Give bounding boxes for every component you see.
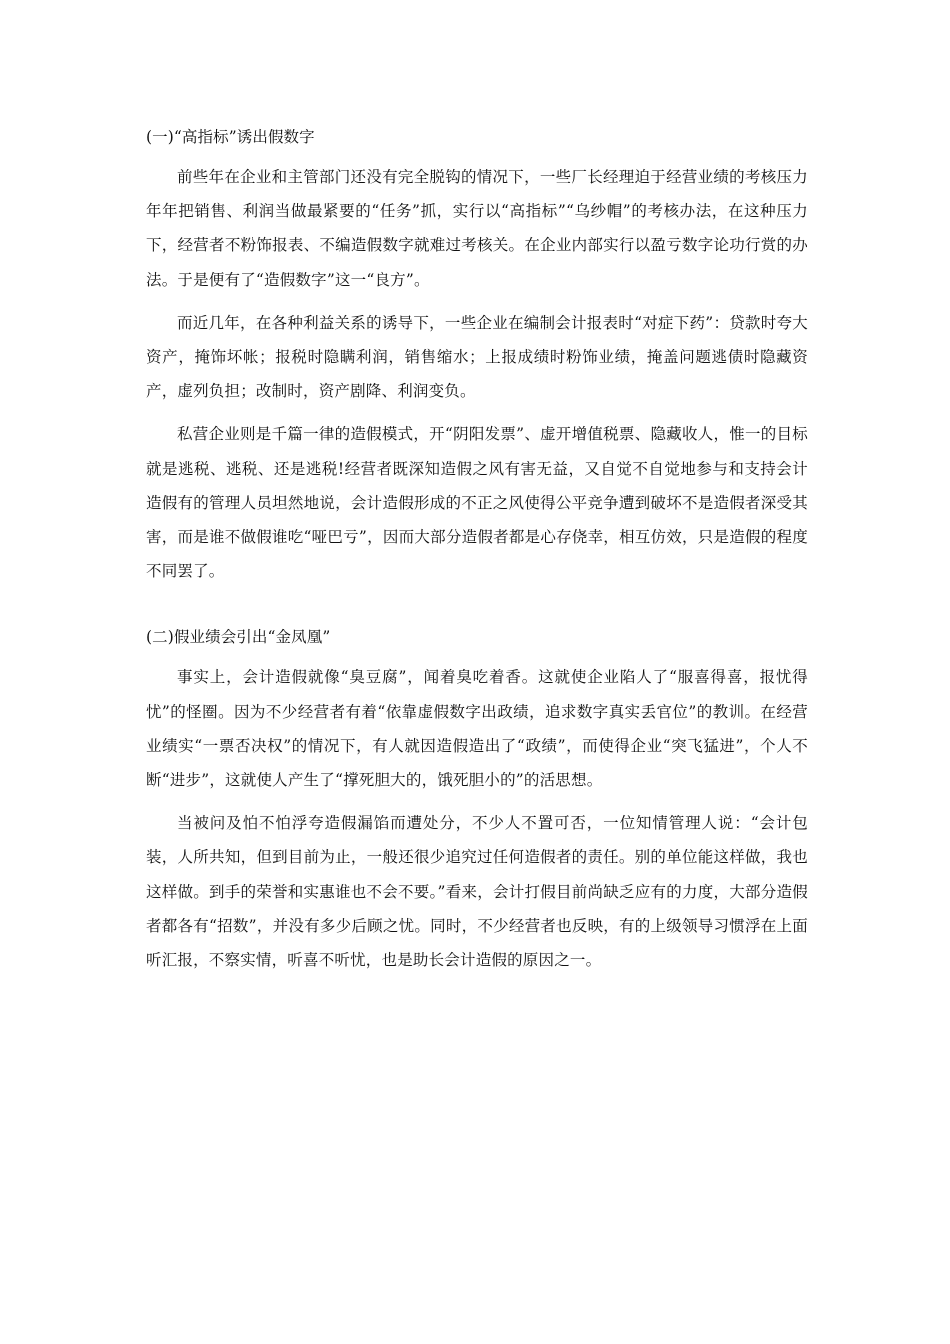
paragraph: 前些年在企业和主管部门还没有完全脱钩的情况下，一些厂长经理迫于经营业绩的考核压力年年把销售、利润当做最紧要的“任务”抓，实行以“高指标”“乌纱帽”的考核办法，在这种压力下，经营者不粉饰报表、不编造假数字就难过考核关。在企业内部实行以盈亏数字论功行赏的办法。于是便有了“造假数字”这一“良方”。 — [146, 168, 808, 289]
section-heading: (一)“高指标”诱出假数字 — [146, 128, 315, 146]
paragraph: 事实上，会计造假就像“臭豆腐”，闻着臭吃着香。这就使企业陷人了“服喜得喜，报忧得忧”的怪圈。因为不少经营者有着“依靠虚假数字出政绩，追求数字真实丢官位”的教训。在经营业绩实“一票否决权”的情况下，有人就因造假造出了“政绩”，而使得企业“突飞猛进”，个人不断“进步”，这就使人产生了“撑死胆大的，饿死胆小的”的活思想。 — [146, 668, 808, 790]
document-body — [146, 120, 808, 977]
section-heading: (二)假业绩会引出“金凤凰” — [146, 628, 331, 647]
paragraph: 当被问及怕不怕浮夸造假漏馅而遭处分，不少人不置可否，一位知情管理人说：“会计包装，人所共知，但到目前为止，一般还很少追究过任何造假者的责任。别的单位能这样做，我也这样做。到手的荣誉和实惠谁也不会不要。”看来，会计打假目前尚缺乏应有的力度，大部分造假者都各有“招数”，并没有多少后顾之忧。同时，不少经营者也反映，有的上级领导习惯浮在上面听汇报，不察实情，听喜不听忧，也是助长会计造假的原因之一。 — [146, 814, 808, 970]
paragraph: 私营企业则是千篇一律的造假模式，开“阴阳发票”、虚开增值税票、隐藏收人，惟一的目标就是逃税、逃税、还是逃税!经营者既深知造假之风有害无益，又自觉不自觉地参与和支持会计造假有的管理人员坦然地说，会计造假形成的不正之风使得公平竞争遭到破坏不是造假者深受其害，而是谁不做假谁吃“哑巴亏”，因而大部分造假者都是心存侥幸，相互仿效，只是造假的程度不同罢了。 — [146, 425, 808, 581]
section-1 — [146, 120, 808, 588]
paragraph: 而近几年，在各种利益关系的诱导下，一些企业在编制会计报表时“对症下药”：贷款时夸大资产，掩饰坏帐；报税时隐瞒利润，销售缩水；上报成绩时粉饰业绩，掩盖问题逃债时隐藏资产，虚列负担；改制时，资产剧降、利润变负。 — [146, 313, 808, 401]
section-2 — [146, 620, 808, 977]
